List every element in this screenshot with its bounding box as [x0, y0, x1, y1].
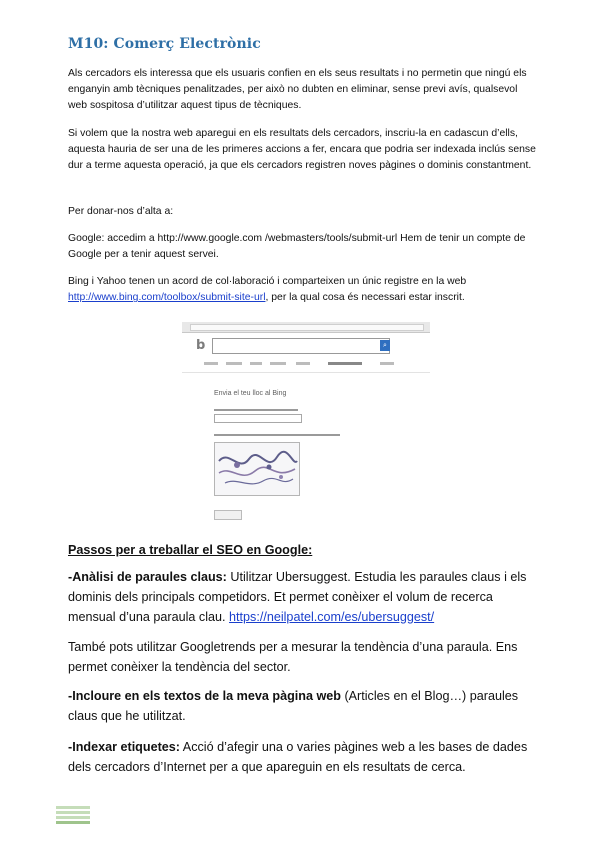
bing-submission-screenshot: [182, 322, 430, 520]
form-label-line: [214, 434, 340, 436]
nav-item: [204, 362, 218, 365]
nav-item: [296, 362, 310, 365]
paragraph-register: Si volem que la nostra web aparegui en els resultats dels cercadors, inscriu-la en cadascun d’ells, aquesta hauria de ser una de les primeres accions a fer, encara que podria ser indexada inclús sense dur a terme aquesta operació, ja que els cercadors registren noves pàgines o dominis constantment.: [68, 128, 536, 172]
bing-text-after: , per la qual cosa és necessari estar inscrit.: [265, 292, 465, 304]
bing-text-before: Bing i Yahoo tenen un acord de col·laboració i comparteixen un únic registre en la web: [68, 276, 467, 287]
seo-item-include-label: -Incloure en els textos de la meva pàgina web: [68, 689, 341, 703]
footer-bar: [56, 816, 90, 819]
footer-bar: [56, 811, 90, 814]
seo-item-keywords: [68, 568, 543, 627]
nav-item: [270, 362, 286, 365]
bing-search-box: [212, 338, 390, 354]
form-label-line: [214, 409, 298, 411]
url-field: [190, 324, 424, 331]
seo-item-include-text: (Articles en el Blog…) paraules claus que he utilitzat.: [68, 689, 519, 723]
seo-item-keywords-label: -Anàlisi de paraules claus:: [68, 570, 227, 584]
bing-submit-link[interactable]: http://www.bing.com/toolbox/submit-site-url: [68, 292, 266, 304]
footer-bar: [56, 806, 90, 809]
form-title: Envia el teu lloc al Bing: [214, 390, 287, 397]
bing-logo: b: [196, 338, 206, 353]
browser-address-bar: [182, 322, 430, 333]
paragraph-bing: [68, 274, 538, 306]
bing-nav-row: [204, 362, 404, 368]
nav-item: [250, 362, 262, 365]
paragraph-signup: Per donar-nos d’alta a:: [68, 206, 174, 217]
submit-button: [214, 510, 242, 520]
paragraph-intro: Als cercadors els interessa que els usuaris confien en els seus resultats i no permetin que ningú els enganyin amb tècniques penalitzades, per això no dubten en eliminar, sense previ avís, qualsevol web sospitosa d’utilitzar aquest tipus de tècniques.: [68, 68, 527, 112]
form-url-input: [214, 414, 302, 423]
seo-item-index-text: Acció d’afegir una o varies pàgines web a les bases de dades dels cercadors d’Internet per a que apareguin en els resultats de cerca.: [68, 740, 528, 774]
seo-item-index-label: -Indexar etiquetes:: [68, 740, 180, 754]
seo-section-title: Passos per a treballar el SEO en Google:: [68, 543, 313, 557]
nav-item: [226, 362, 242, 365]
nav-item: [380, 362, 394, 365]
divider: [182, 372, 430, 373]
paragraph-google: Google: accedim a http://www.google.com /webmasters/tools/submit-url Hem de tenir un compte de Google per a tenir aquest servei.: [68, 233, 526, 261]
footer-logo: [56, 806, 90, 826]
page-title: M10: Comerç Electrònic: [68, 36, 261, 52]
seo-item-trends: També pots utilitzar Googletrends per a mesurar la tendència d’una paraula. Ens permet conèixer la tendència del sector.: [68, 640, 518, 674]
seo-item-keywords-text: Utilitzar Ubersuggest. Estudia les paraules claus i els dominis dels principals competidors. Et permet conèixer el volum de recerca mensual d’una paraula clau.: [68, 570, 527, 624]
search-icon: ⌕: [380, 340, 390, 351]
captcha-image: [214, 442, 300, 496]
footer-bar: [56, 821, 90, 824]
ubersuggest-link[interactable]: https://neilpatel.com/es/ubersuggest/: [229, 609, 435, 624]
nav-item: [328, 362, 362, 365]
seo-item-index: [68, 738, 543, 778]
seo-item-include: [68, 687, 543, 727]
